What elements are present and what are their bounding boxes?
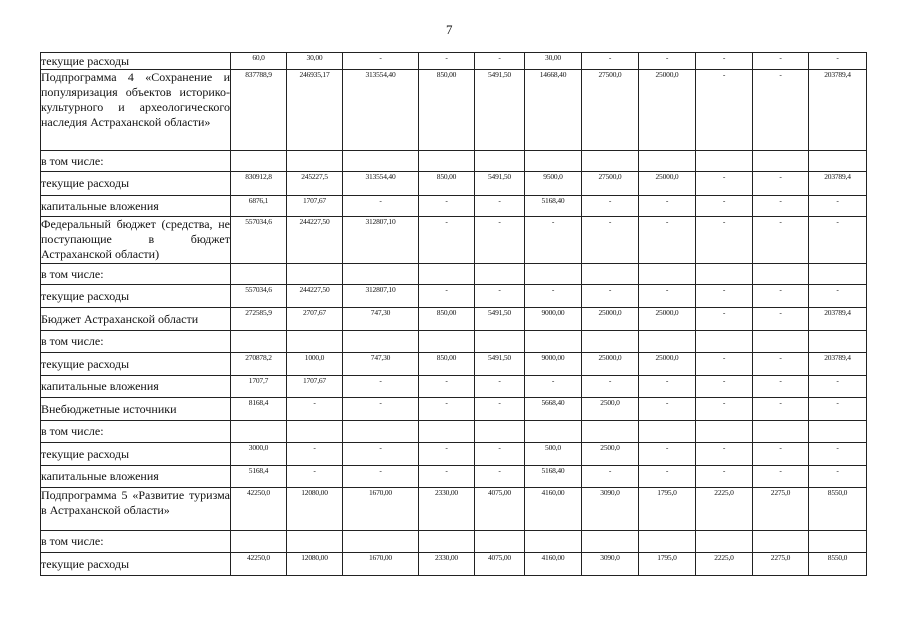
value-cell <box>287 421 343 443</box>
value-cell: - <box>809 443 867 466</box>
value-cell: - <box>287 398 343 421</box>
value-cell <box>419 531 475 553</box>
value-cell: 850,00 <box>419 353 475 376</box>
value-cell: 203789,4 <box>809 308 867 331</box>
value-cell <box>419 264 475 285</box>
value-cell: - <box>582 217 639 264</box>
value-cell: 1670,00 <box>343 488 419 531</box>
value-cell: - <box>343 53 419 70</box>
value-cell: - <box>809 466 867 488</box>
value-cell: 2225,0 <box>696 553 753 576</box>
value-cell: - <box>696 172 753 196</box>
value-cell: 25000,0 <box>639 70 696 151</box>
value-cell <box>475 421 525 443</box>
value-cell: - <box>582 285 639 308</box>
table-row <box>41 531 867 553</box>
value-cell <box>287 264 343 285</box>
value-cell: - <box>475 398 525 421</box>
page-number: 7 <box>446 22 453 37</box>
value-cell: 12080,00 <box>287 553 343 576</box>
value-cell <box>809 264 867 285</box>
value-cell: 14668,40 <box>525 70 582 151</box>
row-label: капитальные вложения <box>41 376 231 398</box>
value-cell: - <box>343 196 419 217</box>
value-cell: - <box>809 285 867 308</box>
value-cell: - <box>753 285 809 308</box>
value-cell: - <box>753 53 809 70</box>
value-cell <box>231 421 287 443</box>
value-cell: - <box>419 376 475 398</box>
value-cell: - <box>753 308 809 331</box>
value-cell: - <box>475 443 525 466</box>
value-cell: - <box>639 285 696 308</box>
value-cell <box>582 331 639 353</box>
value-cell <box>696 421 753 443</box>
table-row <box>41 376 867 398</box>
value-cell <box>582 531 639 553</box>
value-cell: 9000,00 <box>525 308 582 331</box>
value-cell: 60,0 <box>231 53 287 70</box>
table-body <box>41 53 867 576</box>
value-cell: 203789,4 <box>809 70 867 151</box>
value-cell: 5491,50 <box>475 308 525 331</box>
value-cell <box>475 151 525 172</box>
value-cell: - <box>582 466 639 488</box>
row-label: текущие расходы <box>41 53 231 70</box>
table-row <box>41 553 867 576</box>
value-cell <box>753 151 809 172</box>
value-cell <box>475 264 525 285</box>
value-cell: - <box>475 285 525 308</box>
value-cell: - <box>639 466 696 488</box>
value-cell <box>525 531 582 553</box>
value-cell: - <box>753 376 809 398</box>
row-label: в том числе: <box>41 151 231 172</box>
value-cell: 312807,10 <box>343 217 419 264</box>
value-cell: 850,00 <box>419 172 475 196</box>
value-cell: - <box>809 53 867 70</box>
value-cell: - <box>639 217 696 264</box>
value-cell: 203789,4 <box>809 353 867 376</box>
value-cell: - <box>696 217 753 264</box>
value-cell <box>419 421 475 443</box>
value-cell <box>639 331 696 353</box>
table-row <box>41 398 867 421</box>
row-label: текущие расходы <box>41 553 231 576</box>
value-cell: 5491,50 <box>475 70 525 151</box>
value-cell: 1795,0 <box>639 553 696 576</box>
value-cell <box>525 151 582 172</box>
table-row <box>41 53 867 70</box>
value-cell: 272585,9 <box>231 308 287 331</box>
value-cell <box>231 331 287 353</box>
value-cell: 2707,67 <box>287 308 343 331</box>
budget-table <box>40 52 867 576</box>
value-cell: - <box>753 196 809 217</box>
value-cell: - <box>809 196 867 217</box>
value-cell: - <box>475 217 525 264</box>
value-cell: 6876,1 <box>231 196 287 217</box>
value-cell <box>809 151 867 172</box>
value-cell <box>475 531 525 553</box>
value-cell: - <box>287 443 343 466</box>
value-cell: 270878,2 <box>231 353 287 376</box>
row-label: капитальные вложения <box>41 196 231 217</box>
value-cell: 12080,00 <box>287 488 343 531</box>
value-cell: - <box>582 376 639 398</box>
value-cell <box>753 331 809 353</box>
value-cell: 850,00 <box>419 70 475 151</box>
value-cell: 5491,50 <box>475 353 525 376</box>
table-row <box>41 331 867 353</box>
row-label: Бюджет Астраханской области <box>41 308 231 331</box>
value-cell: - <box>696 53 753 70</box>
value-cell: - <box>696 285 753 308</box>
value-cell <box>809 531 867 553</box>
value-cell: - <box>753 353 809 376</box>
value-cell <box>582 264 639 285</box>
value-cell <box>639 531 696 553</box>
value-cell: - <box>753 172 809 196</box>
value-cell: - <box>639 376 696 398</box>
table-row <box>41 466 867 488</box>
value-cell: - <box>753 217 809 264</box>
value-cell: 27500,0 <box>582 172 639 196</box>
table-row <box>41 196 867 217</box>
row-label: Подпрограмма 5 «Развитие туризма в Астраханской области» <box>41 488 231 531</box>
value-cell: - <box>419 466 475 488</box>
value-cell: - <box>639 443 696 466</box>
value-cell: - <box>696 70 753 151</box>
value-cell <box>231 264 287 285</box>
value-cell: 850,00 <box>419 308 475 331</box>
value-cell: - <box>475 196 525 217</box>
value-cell: - <box>419 285 475 308</box>
value-cell: 2500,0 <box>582 443 639 466</box>
value-cell: 244227,50 <box>287 217 343 264</box>
value-cell: - <box>639 53 696 70</box>
value-cell: - <box>525 285 582 308</box>
value-cell: 25000,0 <box>582 353 639 376</box>
value-cell: - <box>696 376 753 398</box>
value-cell: - <box>419 53 475 70</box>
value-cell: 2330,00 <box>419 553 475 576</box>
value-cell: - <box>475 53 525 70</box>
value-cell <box>639 264 696 285</box>
value-cell <box>696 264 753 285</box>
value-cell <box>639 421 696 443</box>
value-cell: 2500,0 <box>582 398 639 421</box>
value-cell: 747,30 <box>343 353 419 376</box>
value-cell: 42250,0 <box>231 553 287 576</box>
value-cell: - <box>419 196 475 217</box>
table-row <box>41 217 867 264</box>
value-cell <box>696 331 753 353</box>
value-cell: 25000,0 <box>639 353 696 376</box>
value-cell: - <box>639 196 696 217</box>
row-label: текущие расходы <box>41 285 231 308</box>
value-cell <box>287 331 343 353</box>
value-cell: 4160,00 <box>525 488 582 531</box>
table-row <box>41 172 867 196</box>
value-cell: - <box>343 376 419 398</box>
value-cell <box>343 421 419 443</box>
value-cell: - <box>419 217 475 264</box>
value-cell <box>231 151 287 172</box>
value-cell <box>419 151 475 172</box>
value-cell: 1707,7 <box>231 376 287 398</box>
value-cell: - <box>475 376 525 398</box>
value-cell: 30,00 <box>525 53 582 70</box>
value-cell: 5491,50 <box>475 172 525 196</box>
value-cell <box>525 264 582 285</box>
value-cell <box>639 151 696 172</box>
value-cell: - <box>696 308 753 331</box>
row-label: в том числе: <box>41 264 231 285</box>
value-cell: 5668,40 <box>525 398 582 421</box>
value-cell: 203789,4 <box>809 172 867 196</box>
value-cell: 1000,0 <box>287 353 343 376</box>
value-cell: - <box>753 398 809 421</box>
value-cell: - <box>809 217 867 264</box>
value-cell <box>753 421 809 443</box>
value-cell: 557034,6 <box>231 217 287 264</box>
value-cell: - <box>582 196 639 217</box>
value-cell: 2275,0 <box>753 488 809 531</box>
value-cell: - <box>525 217 582 264</box>
value-cell <box>753 264 809 285</box>
value-cell: 1795,0 <box>639 488 696 531</box>
value-cell <box>419 331 475 353</box>
table-row <box>41 264 867 285</box>
row-label: в том числе: <box>41 421 231 443</box>
value-cell: 27500,0 <box>582 70 639 151</box>
value-cell: - <box>753 466 809 488</box>
value-cell: - <box>696 443 753 466</box>
value-cell: 25000,0 <box>639 308 696 331</box>
value-cell: - <box>419 443 475 466</box>
row-label: капитальные вложения <box>41 466 231 488</box>
value-cell: 42250,0 <box>231 488 287 531</box>
value-cell <box>525 331 582 353</box>
value-cell: - <box>809 376 867 398</box>
value-cell <box>231 531 287 553</box>
table-row <box>41 421 867 443</box>
value-cell <box>809 421 867 443</box>
value-cell: 25000,0 <box>639 172 696 196</box>
value-cell: - <box>696 398 753 421</box>
table-row <box>41 70 867 151</box>
value-cell: 244227,50 <box>287 285 343 308</box>
value-cell: 5168,40 <box>525 466 582 488</box>
value-cell: 9500,0 <box>525 172 582 196</box>
value-cell: - <box>419 398 475 421</box>
value-cell: 2225,0 <box>696 488 753 531</box>
value-cell: 4075,00 <box>475 488 525 531</box>
row-label: текущие расходы <box>41 172 231 196</box>
value-cell: 500,0 <box>525 443 582 466</box>
value-cell <box>475 331 525 353</box>
value-cell: 313554,40 <box>343 70 419 151</box>
value-cell: 2330,00 <box>419 488 475 531</box>
value-cell <box>343 331 419 353</box>
row-label: текущие расходы <box>41 443 231 466</box>
table-row <box>41 285 867 308</box>
row-label: Внебюджетные источники <box>41 398 231 421</box>
value-cell: 5168,40 <box>525 196 582 217</box>
value-cell: 1707,67 <box>287 376 343 398</box>
row-label: Подпрограмма 4 «Сохранение и популяризация объектов историко-культурного и археологического наследия Астраханской области» <box>41 70 231 151</box>
row-label: текущие расходы <box>41 353 231 376</box>
value-cell <box>753 531 809 553</box>
value-cell: - <box>343 466 419 488</box>
value-cell: - <box>753 70 809 151</box>
value-cell: 557034,6 <box>231 285 287 308</box>
value-cell: - <box>639 398 696 421</box>
value-cell: 3090,0 <box>582 488 639 531</box>
value-cell: 313554,40 <box>343 172 419 196</box>
value-cell <box>582 421 639 443</box>
value-cell <box>287 151 343 172</box>
value-cell: 747,30 <box>343 308 419 331</box>
value-cell: - <box>475 466 525 488</box>
value-cell: - <box>809 398 867 421</box>
value-cell: - <box>696 466 753 488</box>
value-cell <box>287 531 343 553</box>
value-cell: 246935,17 <box>287 70 343 151</box>
value-cell: 4075,00 <box>475 553 525 576</box>
table-row <box>41 308 867 331</box>
value-cell: - <box>753 443 809 466</box>
value-cell: 3090,0 <box>582 553 639 576</box>
value-cell: 1707,67 <box>287 196 343 217</box>
value-cell: 3000,0 <box>231 443 287 466</box>
table-row <box>41 488 867 531</box>
value-cell: - <box>696 196 753 217</box>
value-cell: - <box>582 53 639 70</box>
row-label: в том числе: <box>41 331 231 353</box>
value-cell <box>343 264 419 285</box>
value-cell: 25000,0 <box>582 308 639 331</box>
value-cell <box>696 151 753 172</box>
value-cell: 2275,0 <box>753 553 809 576</box>
table-row <box>41 353 867 376</box>
value-cell: - <box>287 466 343 488</box>
value-cell: 30,00 <box>287 53 343 70</box>
row-label: Федеральный бюджет (средства, не поступающие в бюджет Астраханской области) <box>41 217 231 264</box>
value-cell: 8550,0 <box>809 553 867 576</box>
value-cell: 837788,9 <box>231 70 287 151</box>
value-cell <box>343 531 419 553</box>
value-cell <box>343 151 419 172</box>
value-cell: - <box>696 353 753 376</box>
value-cell: 4160,00 <box>525 553 582 576</box>
value-cell: 245227,5 <box>287 172 343 196</box>
value-cell: 5168,4 <box>231 466 287 488</box>
value-cell: - <box>343 443 419 466</box>
value-cell: 830912,8 <box>231 172 287 196</box>
value-cell <box>525 421 582 443</box>
table-row <box>41 151 867 172</box>
value-cell: 1670,00 <box>343 553 419 576</box>
row-label: в том числе: <box>41 531 231 553</box>
value-cell <box>696 531 753 553</box>
value-cell: 9000,00 <box>525 353 582 376</box>
value-cell: - <box>525 376 582 398</box>
value-cell: 8168,4 <box>231 398 287 421</box>
table-row <box>41 443 867 466</box>
value-cell: - <box>343 398 419 421</box>
value-cell: 312807,10 <box>343 285 419 308</box>
value-cell: 8550,0 <box>809 488 867 531</box>
value-cell <box>809 331 867 353</box>
value-cell <box>582 151 639 172</box>
